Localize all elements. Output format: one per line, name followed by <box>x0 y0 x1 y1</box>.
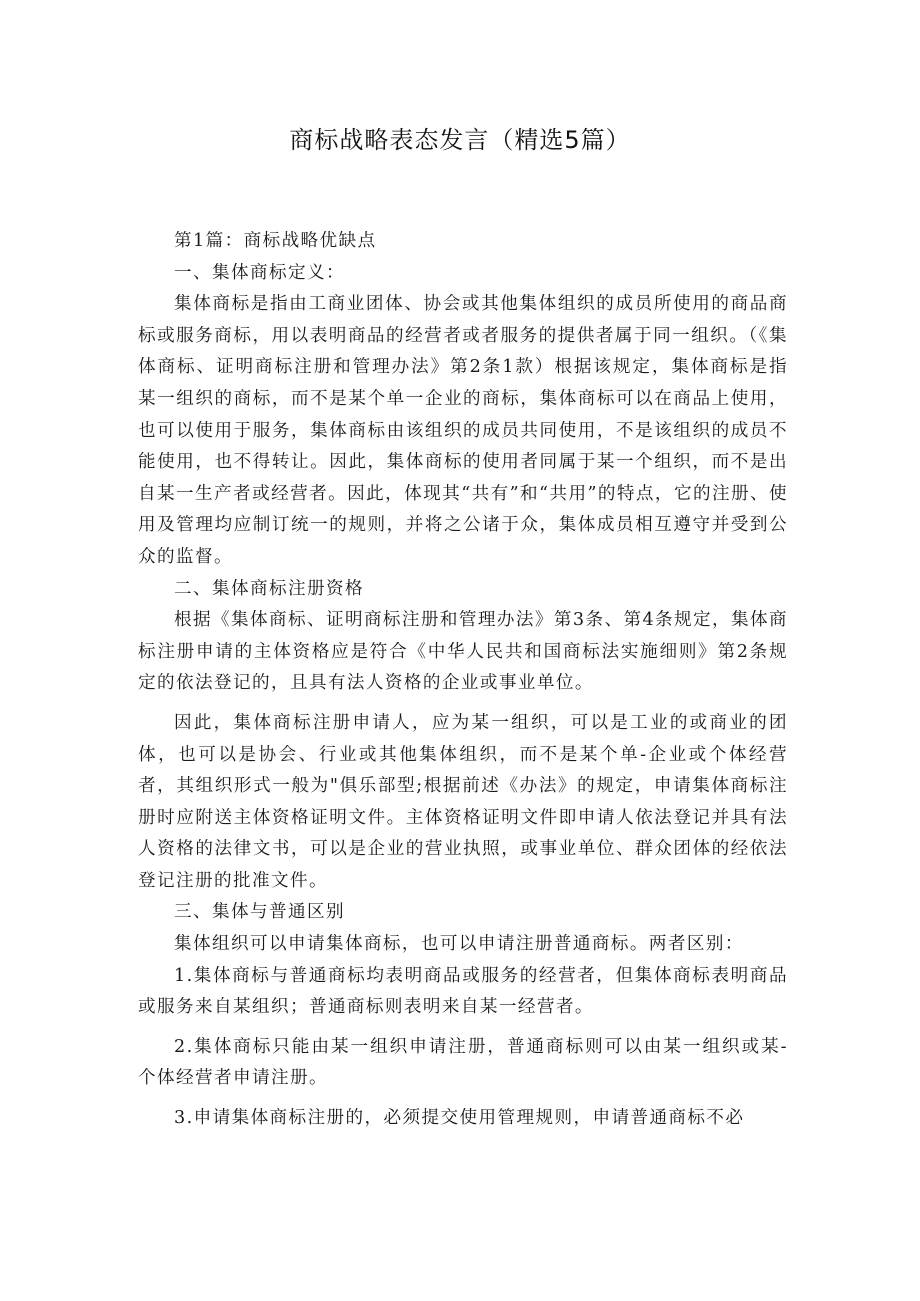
section-heading-qualification: 二、集体商标注册资格 <box>174 578 364 599</box>
document-title: 商标战略表态发言（精选5篇） <box>289 126 631 154</box>
list-item-difference-2: 2.集体商标只能由某一组织申请注册，普通商标则可以由某一组织或某-个体经营者申请注册。 <box>138 1036 788 1089</box>
paragraph-qualification-basis: 根据《集体商标、证明商标注册和管理办法》第3条、第4条规定，集体商标注册申请的主体资格应是符合《中华人民共和国商标法实施细则》第2条规定的依法登记的，且具有法人资格的企业或事业单位。 <box>138 610 788 694</box>
document-body <box>138 226 788 1135</box>
section-heading-definition: 一、集体商标定义： <box>174 262 345 283</box>
list-item-difference-3: 3.申请集体商标注册的，必须提交使用管理规则，申请普通商标不必 <box>174 1108 745 1129</box>
section-heading-difference: 三、集体与普通区别 <box>174 902 345 923</box>
paragraph-difference-intro: 集体组织可以申请集体商标，也可以申请注册普通商标。两者区别： <box>174 934 744 955</box>
paragraph-definition: 集体商标是指由工商业团体、协会或其他集体组织的成员所使用的商品商标或服务商标，用以表明商品的经营者或者服务的提供者属于同一组织。（《集体商标、证明商标注册和管理办法》第2条1款）根据该规定，集体商标是指某一组织的商标，而不是某个单一企业的商标，集体商标可以在商品上使用，也可以使用于服务，集体商标由该组织的成员共同使用，不是该组织的成员不能使用，也不得转让。因此，集体商标的使用者同属于某一个组织，而不是出自某一生产者或经营者。因此，体现其“共有”和“共用”的特点，它的注册、使用及管理均应制订统一的规则，并将之公诸于众，集体成员相互遵守并受到公众的监督。 <box>138 294 788 567</box>
paragraph-qualification-applicant: 因此，集体商标注册申请人，应为某一组织，可以是工业的或商业的团体，也可以是协会、行业或其他集体组织，而不是某个单-企业或个体经营者，其组织形式一般为"俱乐部型;根据前述《办法》的规定，申请集体商标注册时应附送主体资格证明文件。主体资格证明文件即申请人依法登记并具有法人资格的法律文书，可以是企业的营业执照，或事业单位、群众团体的经依法登记注册的批准文件。 <box>138 712 788 891</box>
section-heading-part1: 第1篇：商标战略优缺点 <box>174 231 377 251</box>
list-item-difference-1: 1.集体商标与普通商标均表明商品或服务的经营者，但集体商标表明商品或服务来自某组织；普通商标则表明来自某一经营者。 <box>138 965 788 1018</box>
